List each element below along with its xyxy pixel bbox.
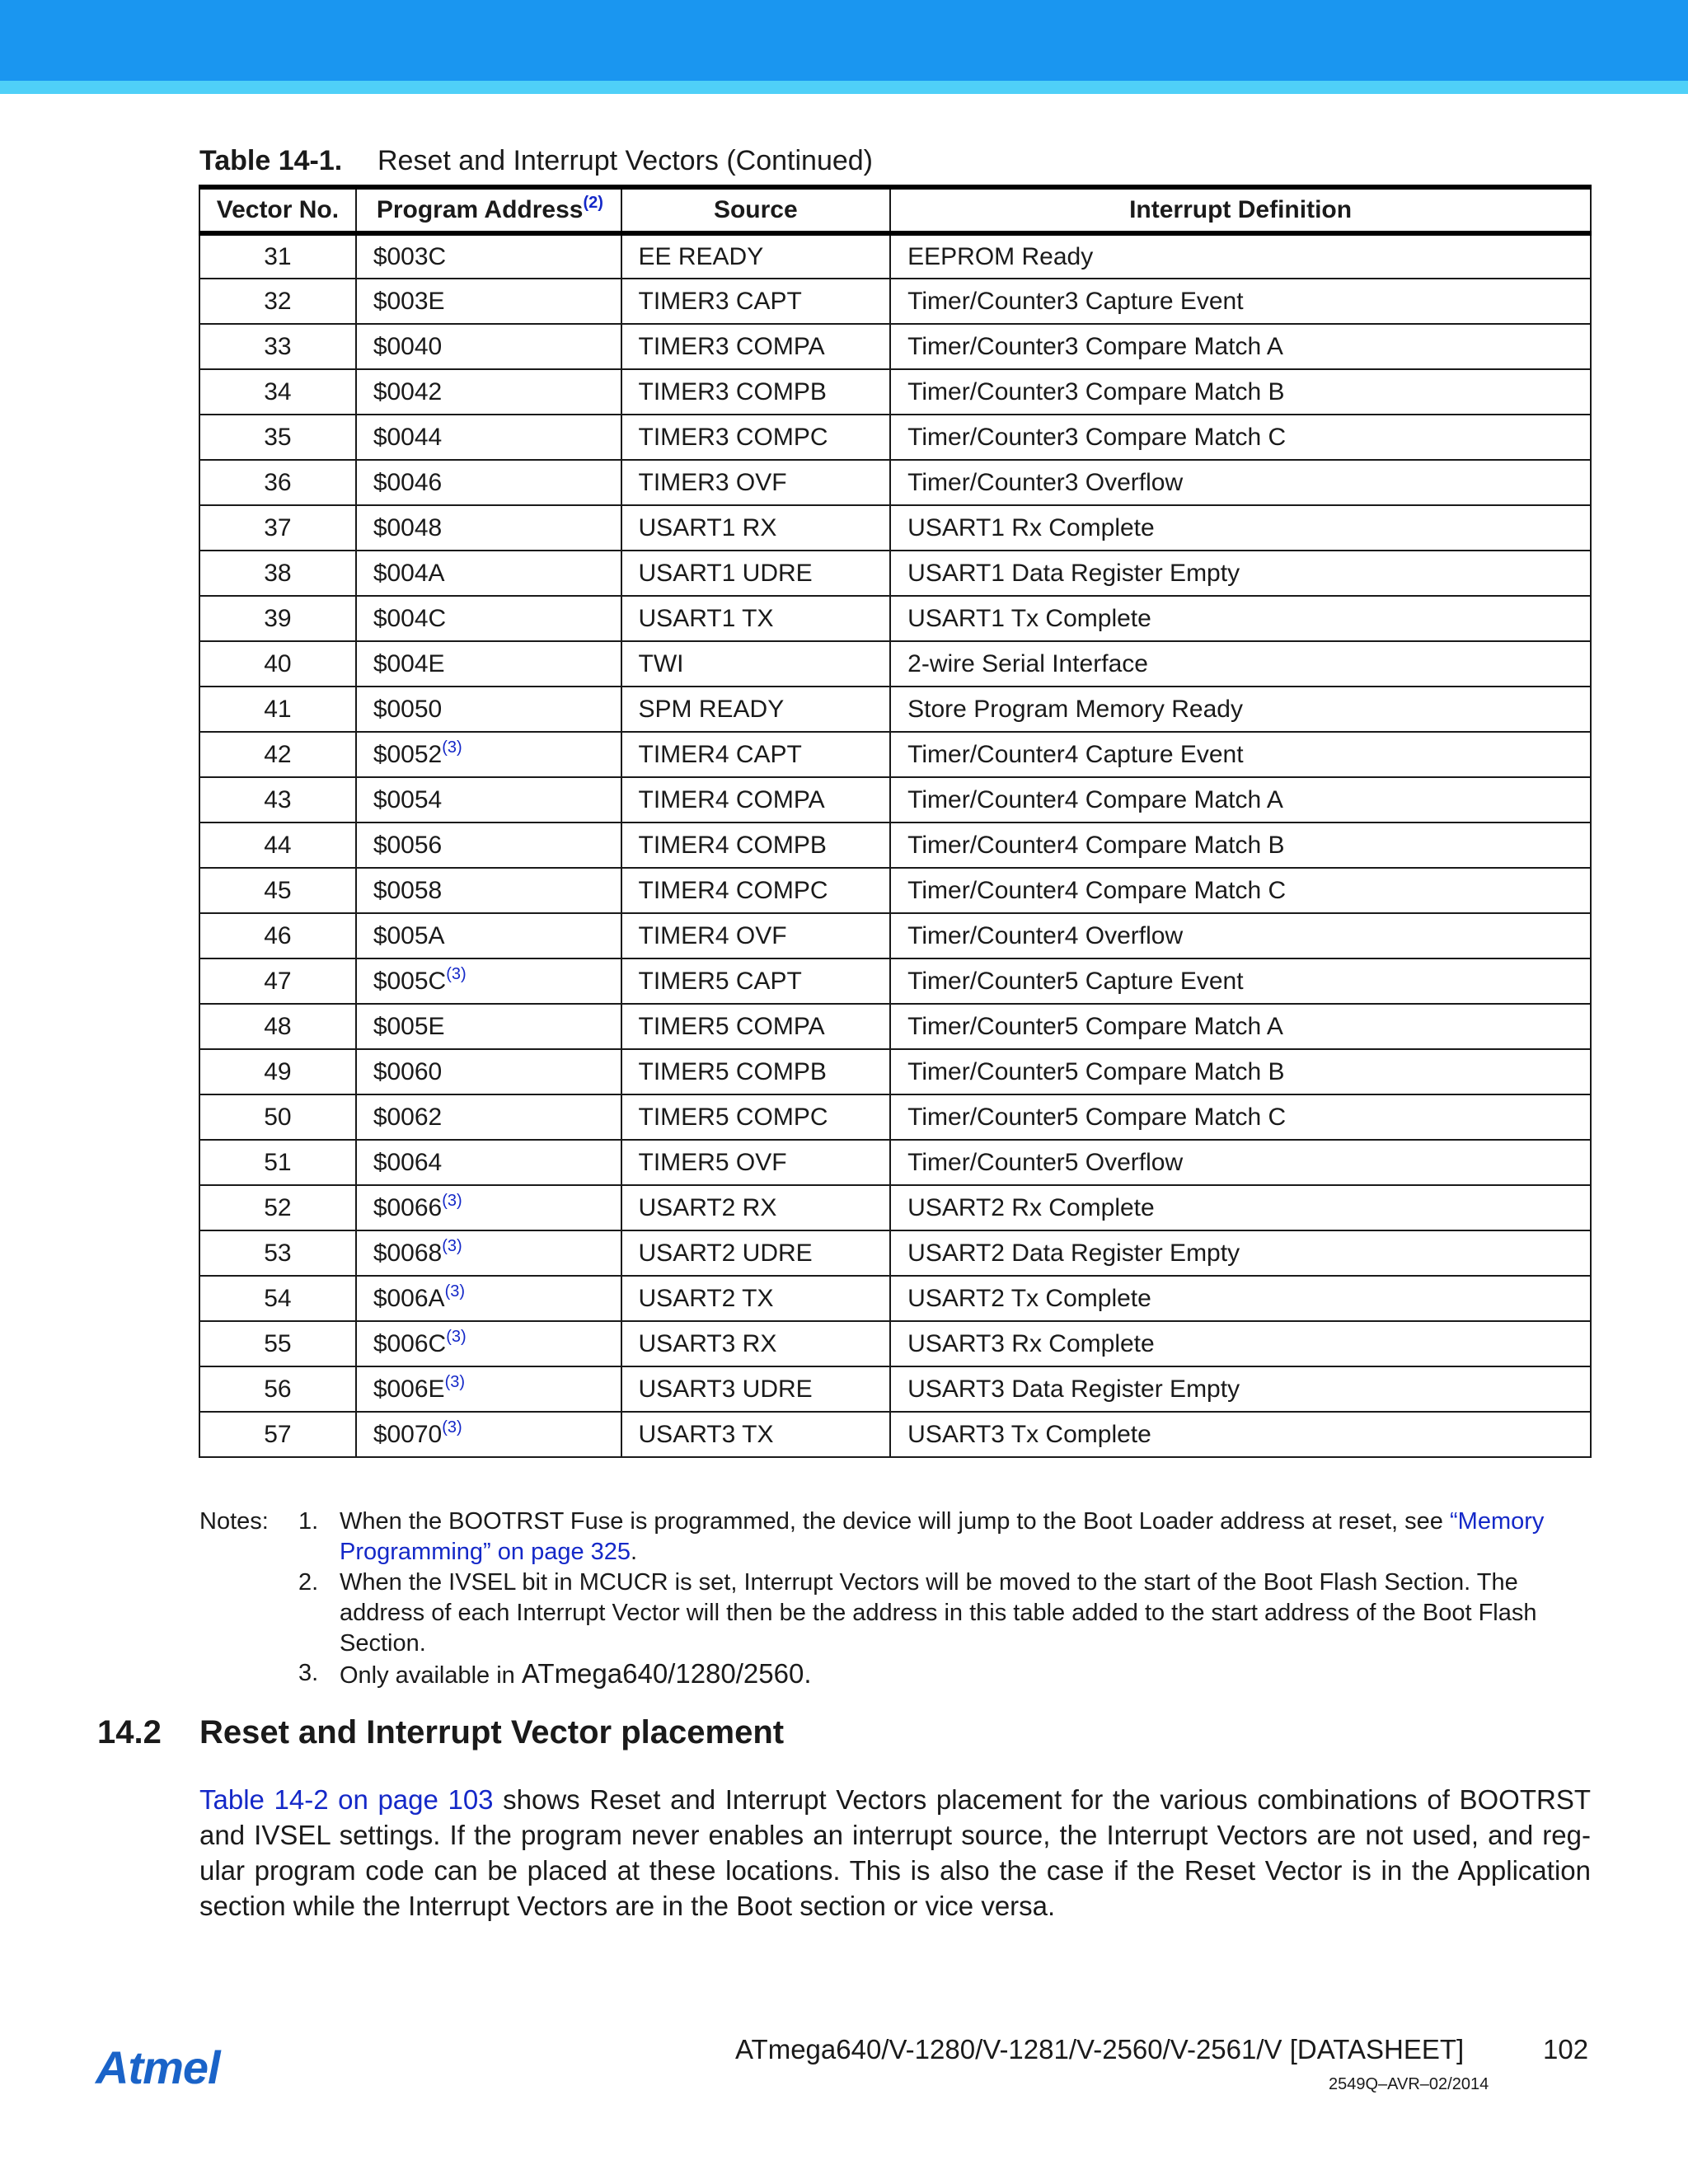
table-row bbox=[199, 687, 1591, 732]
program-address-cell bbox=[356, 1321, 621, 1366]
vector-number-cell: 36 bbox=[199, 460, 356, 505]
source-cell: TIMER5 COMPA bbox=[621, 1004, 891, 1049]
vector-number-cell: 54 bbox=[199, 1276, 356, 1321]
program-address-value: $0046 bbox=[373, 468, 443, 496]
table-row bbox=[199, 460, 1591, 505]
vector-number-cell: 39 bbox=[199, 596, 356, 641]
vector-number-cell: 44 bbox=[199, 823, 356, 868]
source-cell: TIMER3 CAPT bbox=[621, 279, 891, 324]
footnote-ref: (3) bbox=[444, 1372, 466, 1391]
interrupt-definition-cell: Timer/Counter5 Compare Match A bbox=[890, 1004, 1591, 1049]
table-row bbox=[199, 641, 1591, 687]
memory-programming-link[interactable]: “Memory Programming” on page 325 bbox=[340, 1508, 1545, 1565]
program-address-cell bbox=[356, 1140, 621, 1185]
vector-number-cell: 52 bbox=[199, 1185, 356, 1230]
table-row bbox=[199, 1004, 1591, 1049]
table-row bbox=[199, 1412, 1591, 1457]
table-caption-title: Reset and Interrupt Vectors (Continued) bbox=[377, 145, 873, 176]
interrupt-definition-cell: Timer/Counter5 Compare Match C bbox=[890, 1094, 1591, 1140]
interrupt-definition-cell: USART2 Data Register Empty bbox=[890, 1230, 1591, 1276]
interrupt-definition-cell: Timer/Counter3 Compare Match B bbox=[890, 369, 1591, 415]
table-row bbox=[199, 551, 1591, 596]
notes-label: Notes: bbox=[199, 1508, 269, 1535]
program-address-value: $003E bbox=[373, 287, 445, 315]
program-address-cell bbox=[356, 460, 621, 505]
note-2-number: 2. bbox=[298, 1569, 319, 1596]
table-row bbox=[199, 1230, 1591, 1276]
vector-number-cell: 34 bbox=[199, 369, 356, 415]
interrupt-definition-cell: USART1 Tx Complete bbox=[890, 596, 1591, 641]
table-row bbox=[199, 1185, 1591, 1230]
header-band-light bbox=[0, 81, 1688, 94]
header-program-address-ref: (2) bbox=[583, 194, 603, 212]
section-number: 14.2 bbox=[97, 1714, 162, 1750]
vector-number-cell: 41 bbox=[199, 687, 356, 732]
interrupt-vectors-table bbox=[199, 185, 1592, 1458]
source-cell: USART1 UDRE bbox=[621, 551, 891, 596]
interrupt-definition-cell: USART3 Tx Complete bbox=[890, 1412, 1591, 1457]
header-interrupt-definition: Interrupt Definition bbox=[890, 187, 1591, 233]
interrupt-definition-cell: Timer/Counter5 Compare Match B bbox=[890, 1049, 1591, 1094]
note-1-text bbox=[340, 1507, 1592, 1568]
program-address-value: $004A bbox=[373, 559, 445, 587]
section-title: Reset and Interrupt Vector placement bbox=[199, 1714, 785, 1750]
page-number: 102 bbox=[1543, 2034, 1589, 2064]
source-cell: TIMER4 OVF bbox=[621, 913, 891, 958]
footnote-ref: (3) bbox=[442, 1236, 462, 1255]
source-cell: USART3 UDRE bbox=[621, 1366, 891, 1412]
paragraph-text: shows Reset and Interrupt Vectors placement for the various combinations of BOOTRST and IVSEL settings. If the program never enables an interrupt source, the Interrupt Vectors are not used, and reg-ular program code can be placed at these locations. This is also the case if the Reset Vector is in the Application section while the Interrupt Vectors are in the Boot section or vice versa. bbox=[199, 1784, 1591, 1921]
program-address-value: $0052 bbox=[373, 740, 443, 768]
program-address-cell bbox=[356, 732, 621, 777]
table-row bbox=[199, 233, 1591, 279]
footnote-ref: (3) bbox=[444, 1282, 466, 1301]
program-address-value: $0054 bbox=[373, 785, 443, 813]
vector-number-cell: 47 bbox=[199, 958, 356, 1004]
interrupt-definition-cell: Timer/Counter3 Compare Match C bbox=[890, 415, 1591, 460]
footnote-ref: (3) bbox=[446, 964, 467, 983]
interrupt-definition-cell: Store Program Memory Ready bbox=[890, 687, 1591, 732]
program-address-cell bbox=[356, 596, 621, 641]
vector-number-cell: 50 bbox=[199, 1094, 356, 1140]
program-address-value: $005E bbox=[373, 1012, 445, 1040]
vector-number-cell: 42 bbox=[199, 732, 356, 777]
interrupt-definition-cell: USART3 Rx Complete bbox=[890, 1321, 1591, 1366]
table-row bbox=[199, 1094, 1591, 1140]
program-address-cell bbox=[356, 324, 621, 369]
footer-title: ATmega640/V-1280/V-1281/V-2560/V-2561/V [DATASHEET] bbox=[735, 2034, 1465, 2064]
source-cell: USART2 TX bbox=[621, 1276, 891, 1321]
program-address-value: $0062 bbox=[373, 1103, 443, 1131]
source-cell: TIMER4 COMPB bbox=[621, 823, 891, 868]
program-address-value: $003C bbox=[373, 242, 447, 270]
interrupt-definition-cell: Timer/Counter3 Compare Match A bbox=[890, 324, 1591, 369]
table-row bbox=[199, 505, 1591, 551]
program-address-cell bbox=[356, 958, 621, 1004]
program-address-value: $006E bbox=[373, 1375, 445, 1403]
vector-number-cell: 46 bbox=[199, 913, 356, 958]
interrupt-definition-cell: Timer/Counter3 Capture Event bbox=[890, 279, 1591, 324]
source-cell: TIMER3 OVF bbox=[621, 460, 891, 505]
program-address-value: $004C bbox=[373, 604, 447, 632]
table-row bbox=[199, 1276, 1591, 1321]
program-address-cell bbox=[356, 1094, 621, 1140]
table-row bbox=[199, 1366, 1591, 1412]
program-address-value: $0058 bbox=[373, 876, 443, 904]
vector-number-cell: 56 bbox=[199, 1366, 356, 1412]
program-address-cell bbox=[356, 823, 621, 868]
table-row bbox=[199, 777, 1591, 823]
interrupt-definition-cell: Timer/Counter4 Compare Match C bbox=[890, 868, 1591, 913]
interrupt-definition-cell: Timer/Counter4 Compare Match A bbox=[890, 777, 1591, 823]
source-cell: TIMER5 COMPB bbox=[621, 1049, 891, 1094]
program-address-value: $0070 bbox=[373, 1420, 443, 1448]
header-program-address bbox=[356, 187, 621, 233]
note-1-end: . bbox=[631, 1539, 638, 1565]
program-address-cell bbox=[356, 233, 621, 279]
vector-number-cell: 49 bbox=[199, 1049, 356, 1094]
program-address-value: $0048 bbox=[373, 513, 443, 541]
source-cell: TIMER3 COMPC bbox=[621, 415, 891, 460]
table-row bbox=[199, 1049, 1591, 1094]
atmel-logo: Atmel bbox=[96, 2041, 220, 2093]
vector-number-cell: 33 bbox=[199, 324, 356, 369]
table-14-2-link[interactable]: Table 14-2 on page 103 bbox=[199, 1784, 494, 1815]
vector-number-cell: 43 bbox=[199, 777, 356, 823]
program-address-cell bbox=[356, 1185, 621, 1230]
program-address-cell bbox=[356, 1276, 621, 1321]
source-cell: TIMER4 COMPA bbox=[621, 777, 891, 823]
vector-number-cell: 57 bbox=[199, 1412, 356, 1457]
vector-number-cell: 37 bbox=[199, 505, 356, 551]
table-row bbox=[199, 369, 1591, 415]
table-header-row bbox=[199, 187, 1591, 233]
program-address-cell bbox=[356, 1049, 621, 1094]
vector-number-cell: 55 bbox=[199, 1321, 356, 1366]
program-address-value: $0068 bbox=[373, 1239, 443, 1267]
program-address-cell bbox=[356, 777, 621, 823]
source-cell: TIMER5 OVF bbox=[621, 1140, 891, 1185]
table-caption-number: Table 14-1. bbox=[199, 145, 343, 176]
interrupt-definition-cell: Timer/Counter5 Capture Event bbox=[890, 958, 1591, 1004]
note-1-body: When the BOOTRST Fuse is programmed, the device will jump to the Boot Loader address at reset, see bbox=[340, 1508, 1450, 1535]
note-3-devices: ATmega640/1280/2560 bbox=[521, 1658, 804, 1689]
source-cell: SPM READY bbox=[621, 687, 891, 732]
table-row bbox=[199, 823, 1591, 868]
vector-number-cell: 35 bbox=[199, 415, 356, 460]
note-1-number: 1. bbox=[298, 1508, 319, 1535]
interrupt-definition-cell: USART1 Data Register Empty bbox=[890, 551, 1591, 596]
interrupt-definition-cell: EEPROM Ready bbox=[890, 233, 1591, 279]
vector-number-cell: 51 bbox=[199, 1140, 356, 1185]
source-cell: TIMER5 COMPC bbox=[621, 1094, 891, 1140]
table-row bbox=[199, 868, 1591, 913]
vector-number-cell: 48 bbox=[199, 1004, 356, 1049]
program-address-value: $0050 bbox=[373, 695, 443, 723]
program-address-value: $0040 bbox=[373, 332, 443, 360]
program-address-cell bbox=[356, 551, 621, 596]
interrupt-definition-cell: Timer/Counter4 Compare Match B bbox=[890, 823, 1591, 868]
note-3-number: 3. bbox=[298, 1660, 319, 1686]
source-cell: EE READY bbox=[621, 233, 891, 279]
program-address-value: $0064 bbox=[373, 1148, 443, 1176]
vector-number-cell: 31 bbox=[199, 233, 356, 279]
program-address-value: $0060 bbox=[373, 1057, 443, 1085]
table-row bbox=[199, 732, 1591, 777]
interrupt-definition-cell: 2-wire Serial Interface bbox=[890, 641, 1591, 687]
note-2-text: When the IVSEL bit in MCUCR is set, Interrupt Vectors will be moved to the start of the Boot Flash Section. The address of each Interrupt Vector will then be the address in this table added to the start address of the Boot Flash Section. bbox=[340, 1569, 1537, 1657]
section-paragraph bbox=[199, 1782, 1591, 1924]
note-3-body: Only available in bbox=[340, 1662, 522, 1689]
program-address-value: $004E bbox=[373, 649, 445, 677]
table-caption bbox=[199, 145, 873, 177]
footnote-ref: (3) bbox=[442, 738, 462, 757]
source-cell: TIMER3 COMPA bbox=[621, 324, 891, 369]
table-row bbox=[199, 958, 1591, 1004]
interrupt-definition-cell: Timer/Counter4 Overflow bbox=[890, 913, 1591, 958]
table-row bbox=[199, 596, 1591, 641]
program-address-cell bbox=[356, 868, 621, 913]
table-body bbox=[199, 233, 1591, 1457]
program-address-cell bbox=[356, 687, 621, 732]
table-row bbox=[199, 415, 1591, 460]
program-address-value: $0044 bbox=[373, 423, 443, 451]
table-row bbox=[199, 324, 1591, 369]
header-band bbox=[0, 0, 1688, 81]
source-cell: USART1 RX bbox=[621, 505, 891, 551]
program-address-value: $005C bbox=[373, 967, 447, 995]
vector-number-cell: 38 bbox=[199, 551, 356, 596]
note-3-text bbox=[340, 1658, 1592, 1691]
vector-number-cell: 53 bbox=[199, 1230, 356, 1276]
program-address-cell bbox=[356, 1230, 621, 1276]
interrupt-definition-cell: USART2 Tx Complete bbox=[890, 1276, 1591, 1321]
program-address-value: $0042 bbox=[373, 377, 443, 405]
source-cell: USART1 TX bbox=[621, 596, 891, 641]
interrupt-definition-cell: Timer/Counter4 Capture Event bbox=[890, 732, 1591, 777]
document-code: 2549Q–AVR–02/2014 bbox=[1329, 2075, 1489, 2093]
table-row bbox=[199, 1321, 1591, 1366]
source-cell: USART2 UDRE bbox=[621, 1230, 891, 1276]
program-address-value: $006C bbox=[373, 1329, 447, 1357]
table-row bbox=[199, 913, 1591, 958]
program-address-cell bbox=[356, 415, 621, 460]
interrupt-definition-cell: Timer/Counter5 Overflow bbox=[890, 1140, 1591, 1185]
interrupt-definition-cell: USART3 Data Register Empty bbox=[890, 1366, 1591, 1412]
program-address-cell bbox=[356, 1004, 621, 1049]
program-address-cell bbox=[356, 1366, 621, 1412]
program-address-cell bbox=[356, 369, 621, 415]
footnote-ref: (3) bbox=[446, 1327, 467, 1346]
source-cell: USART2 RX bbox=[621, 1185, 891, 1230]
program-address-cell bbox=[356, 505, 621, 551]
interrupt-definition-cell: Timer/Counter3 Overflow bbox=[890, 460, 1591, 505]
source-cell: TIMER5 CAPT bbox=[621, 958, 891, 1004]
note-3-end: . bbox=[804, 1658, 812, 1689]
program-address-value: $0056 bbox=[373, 831, 443, 859]
header-program-address-label: Program Address bbox=[376, 196, 584, 223]
program-address-value: $0066 bbox=[373, 1193, 443, 1221]
interrupt-definition-cell: USART1 Rx Complete bbox=[890, 505, 1591, 551]
footnote-ref: (3) bbox=[442, 1418, 462, 1436]
header-vector-no: Vector No. bbox=[199, 187, 356, 233]
program-address-cell bbox=[356, 913, 621, 958]
source-cell: USART3 RX bbox=[621, 1321, 891, 1366]
program-address-cell bbox=[356, 641, 621, 687]
interrupt-definition-cell: USART2 Rx Complete bbox=[890, 1185, 1591, 1230]
program-address-cell bbox=[356, 1412, 621, 1457]
program-address-value: $006A bbox=[373, 1284, 445, 1312]
table-row bbox=[199, 279, 1591, 324]
program-address-cell bbox=[356, 279, 621, 324]
footnote-ref: (3) bbox=[442, 1191, 462, 1210]
source-cell: TIMER4 COMPC bbox=[621, 868, 891, 913]
program-address-value: $005A bbox=[373, 921, 445, 949]
source-cell: USART3 TX bbox=[621, 1412, 891, 1457]
vector-number-cell: 40 bbox=[199, 641, 356, 687]
source-cell: TWI bbox=[621, 641, 891, 687]
vector-number-cell: 45 bbox=[199, 868, 356, 913]
source-cell: TIMER3 COMPB bbox=[621, 369, 891, 415]
vector-number-cell: 32 bbox=[199, 279, 356, 324]
table-row bbox=[199, 1140, 1591, 1185]
header-source: Source bbox=[621, 187, 891, 233]
source-cell: TIMER4 CAPT bbox=[621, 732, 891, 777]
